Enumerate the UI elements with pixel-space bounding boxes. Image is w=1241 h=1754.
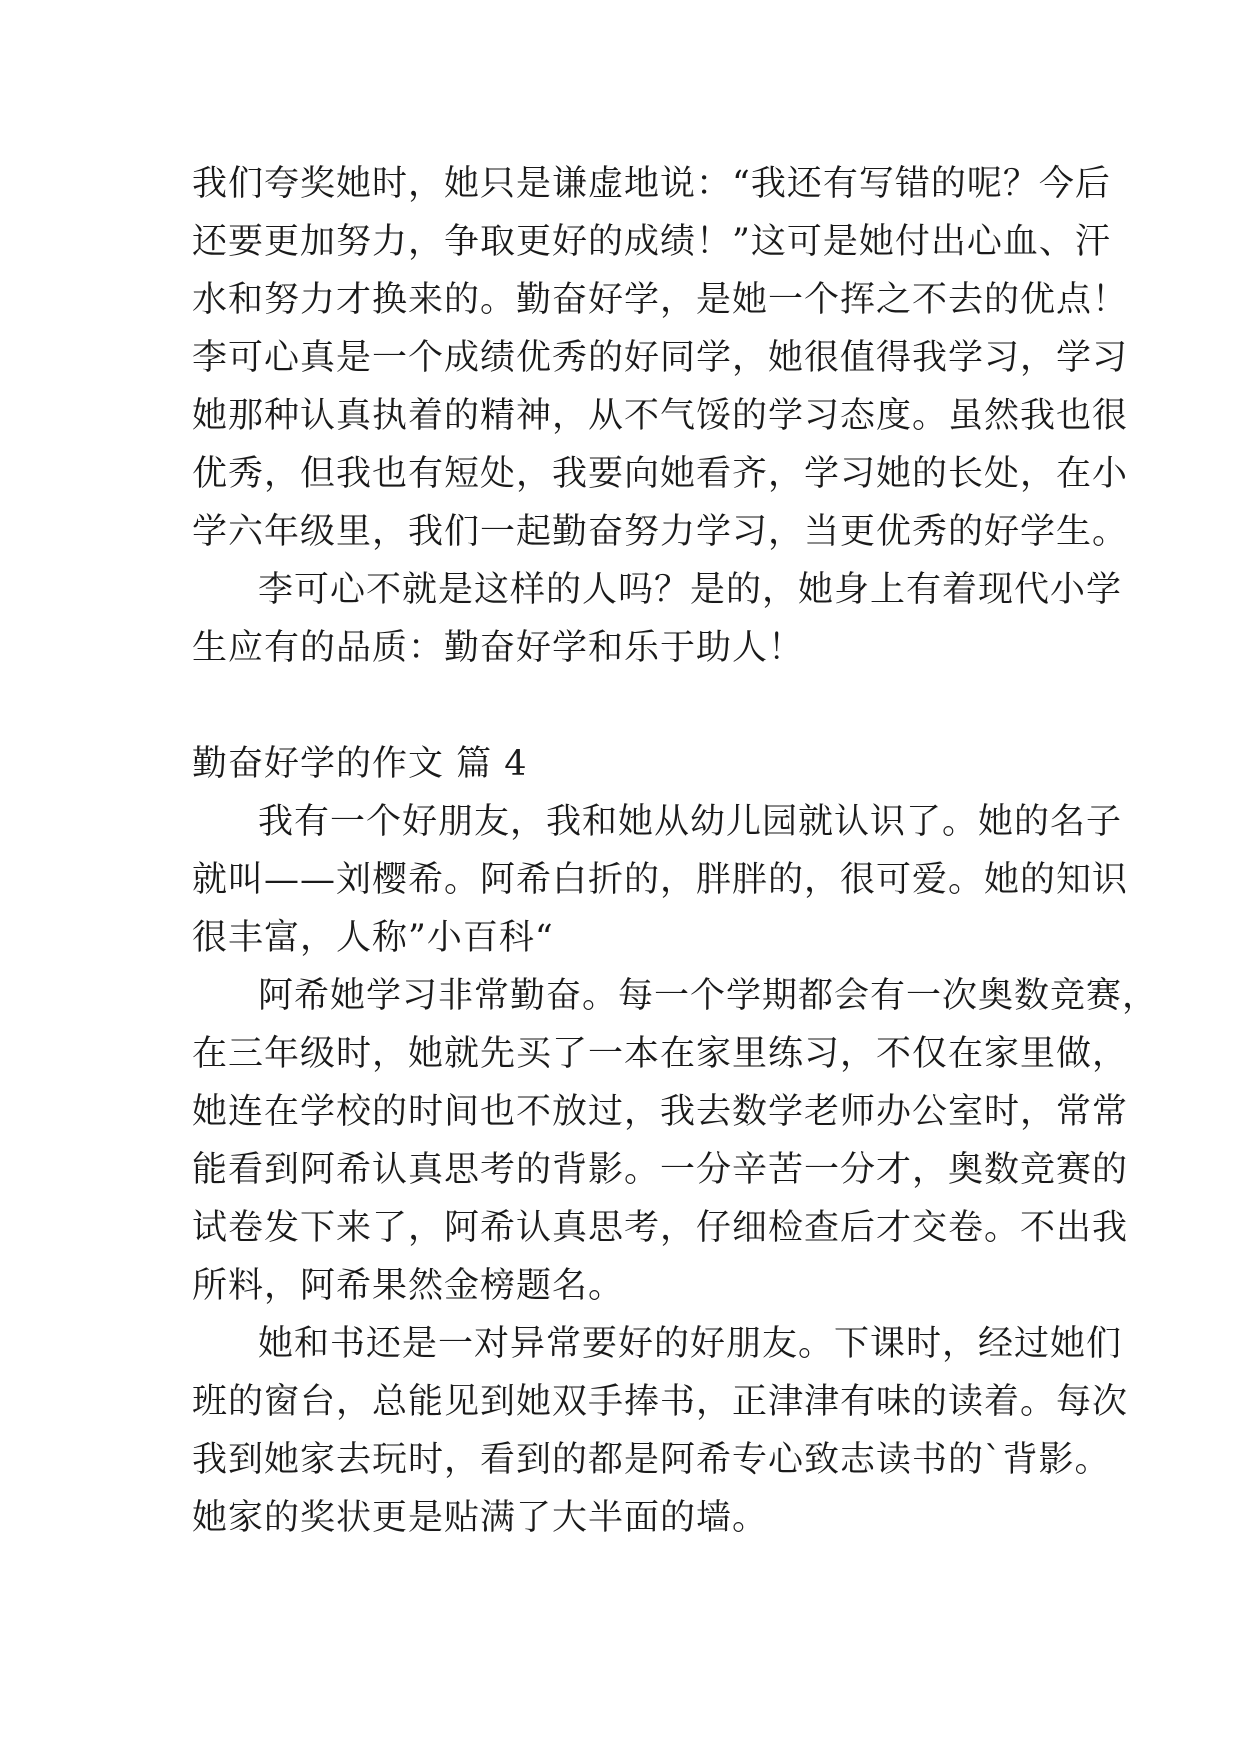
document-body	[192, 155, 1159, 1547]
text-line: 能看到阿希认真思考的背影。一分辛苦一分才，奥数竞赛的	[192, 1150, 1129, 1190]
text-line: 李可心真是一个成绩优秀的好同学，她很值得我学习，学习	[192, 338, 1129, 378]
text-line: 还要更加努力，争取更好的成绩！”这可是她付出心血、汗	[192, 222, 1111, 262]
text-line: 试卷发下来了，阿希认真思考，仔细检查后才交卷。不出我	[192, 1208, 1129, 1248]
text-line: 阿希她学习非常勤奋。每一个学期都会有一次奥数竞赛，	[258, 976, 1159, 1016]
text-line: 生应有的品质：勤奋好学和乐于助人！	[192, 628, 805, 668]
text-line: 班的窗台，总能见到她双手捧书，正津津有味的读着。每次	[192, 1382, 1129, 1422]
text-line: 我们夸奖她时，她只是谦虚地说：“我还有写错的呢？今后	[192, 164, 1111, 204]
text-line: 很丰富，人称”小百科“	[192, 918, 554, 958]
text-line: 学六年级里，我们一起勤奋努力学习，当更优秀的好学生。	[192, 512, 1129, 552]
paragraph-2	[192, 561, 1123, 677]
text-line: 所料，阿希果然金榜题名。	[192, 1266, 625, 1306]
text-line: 我有一个好朋友，我和她从幼儿园就认识了。她的名子	[258, 802, 1123, 842]
text-line: 她那种认真执着的精神，从不气馁的学习态度。虽然我也很	[192, 396, 1129, 436]
section-heading: 勤奋好学的作文 篇 4	[192, 744, 528, 784]
text-line: 在三年级时，她就先买了一本在家里练习，不仅在家里做，	[192, 1034, 1129, 1074]
paragraph-4	[192, 967, 1159, 1315]
text-line: 她和书还是一对异常要好的好朋友。下课时，经过她们	[258, 1324, 1123, 1364]
paragraph-5	[192, 1315, 1129, 1547]
paragraph-gap	[192, 677, 1072, 735]
paragraph-1	[192, 155, 1129, 561]
text-line: 水和努力才换来的。勤奋好学，是她一个挥之不去的优点！	[192, 280, 1129, 320]
text-line: 李可心不就是这样的人吗？是的，她身上有着现代小学	[258, 570, 1123, 610]
text-line: 她连在学校的时间也不放过，我去数学老师办公室时，常常	[192, 1092, 1129, 1132]
text-line: 我到她家去玩时，看到的都是阿希专心致志读书的`背影。	[192, 1440, 1111, 1480]
text-line: 优秀，但我也有短处，我要向她看齐，学习她的长处，在小	[192, 454, 1129, 494]
paragraph-3	[192, 793, 1129, 967]
text-line: 就叫——刘樱希。阿希白折的，胖胖的，很可爱。她的知识	[192, 860, 1129, 900]
text-line: 她家的奖状更是贴满了大半面的墙。	[192, 1498, 769, 1538]
